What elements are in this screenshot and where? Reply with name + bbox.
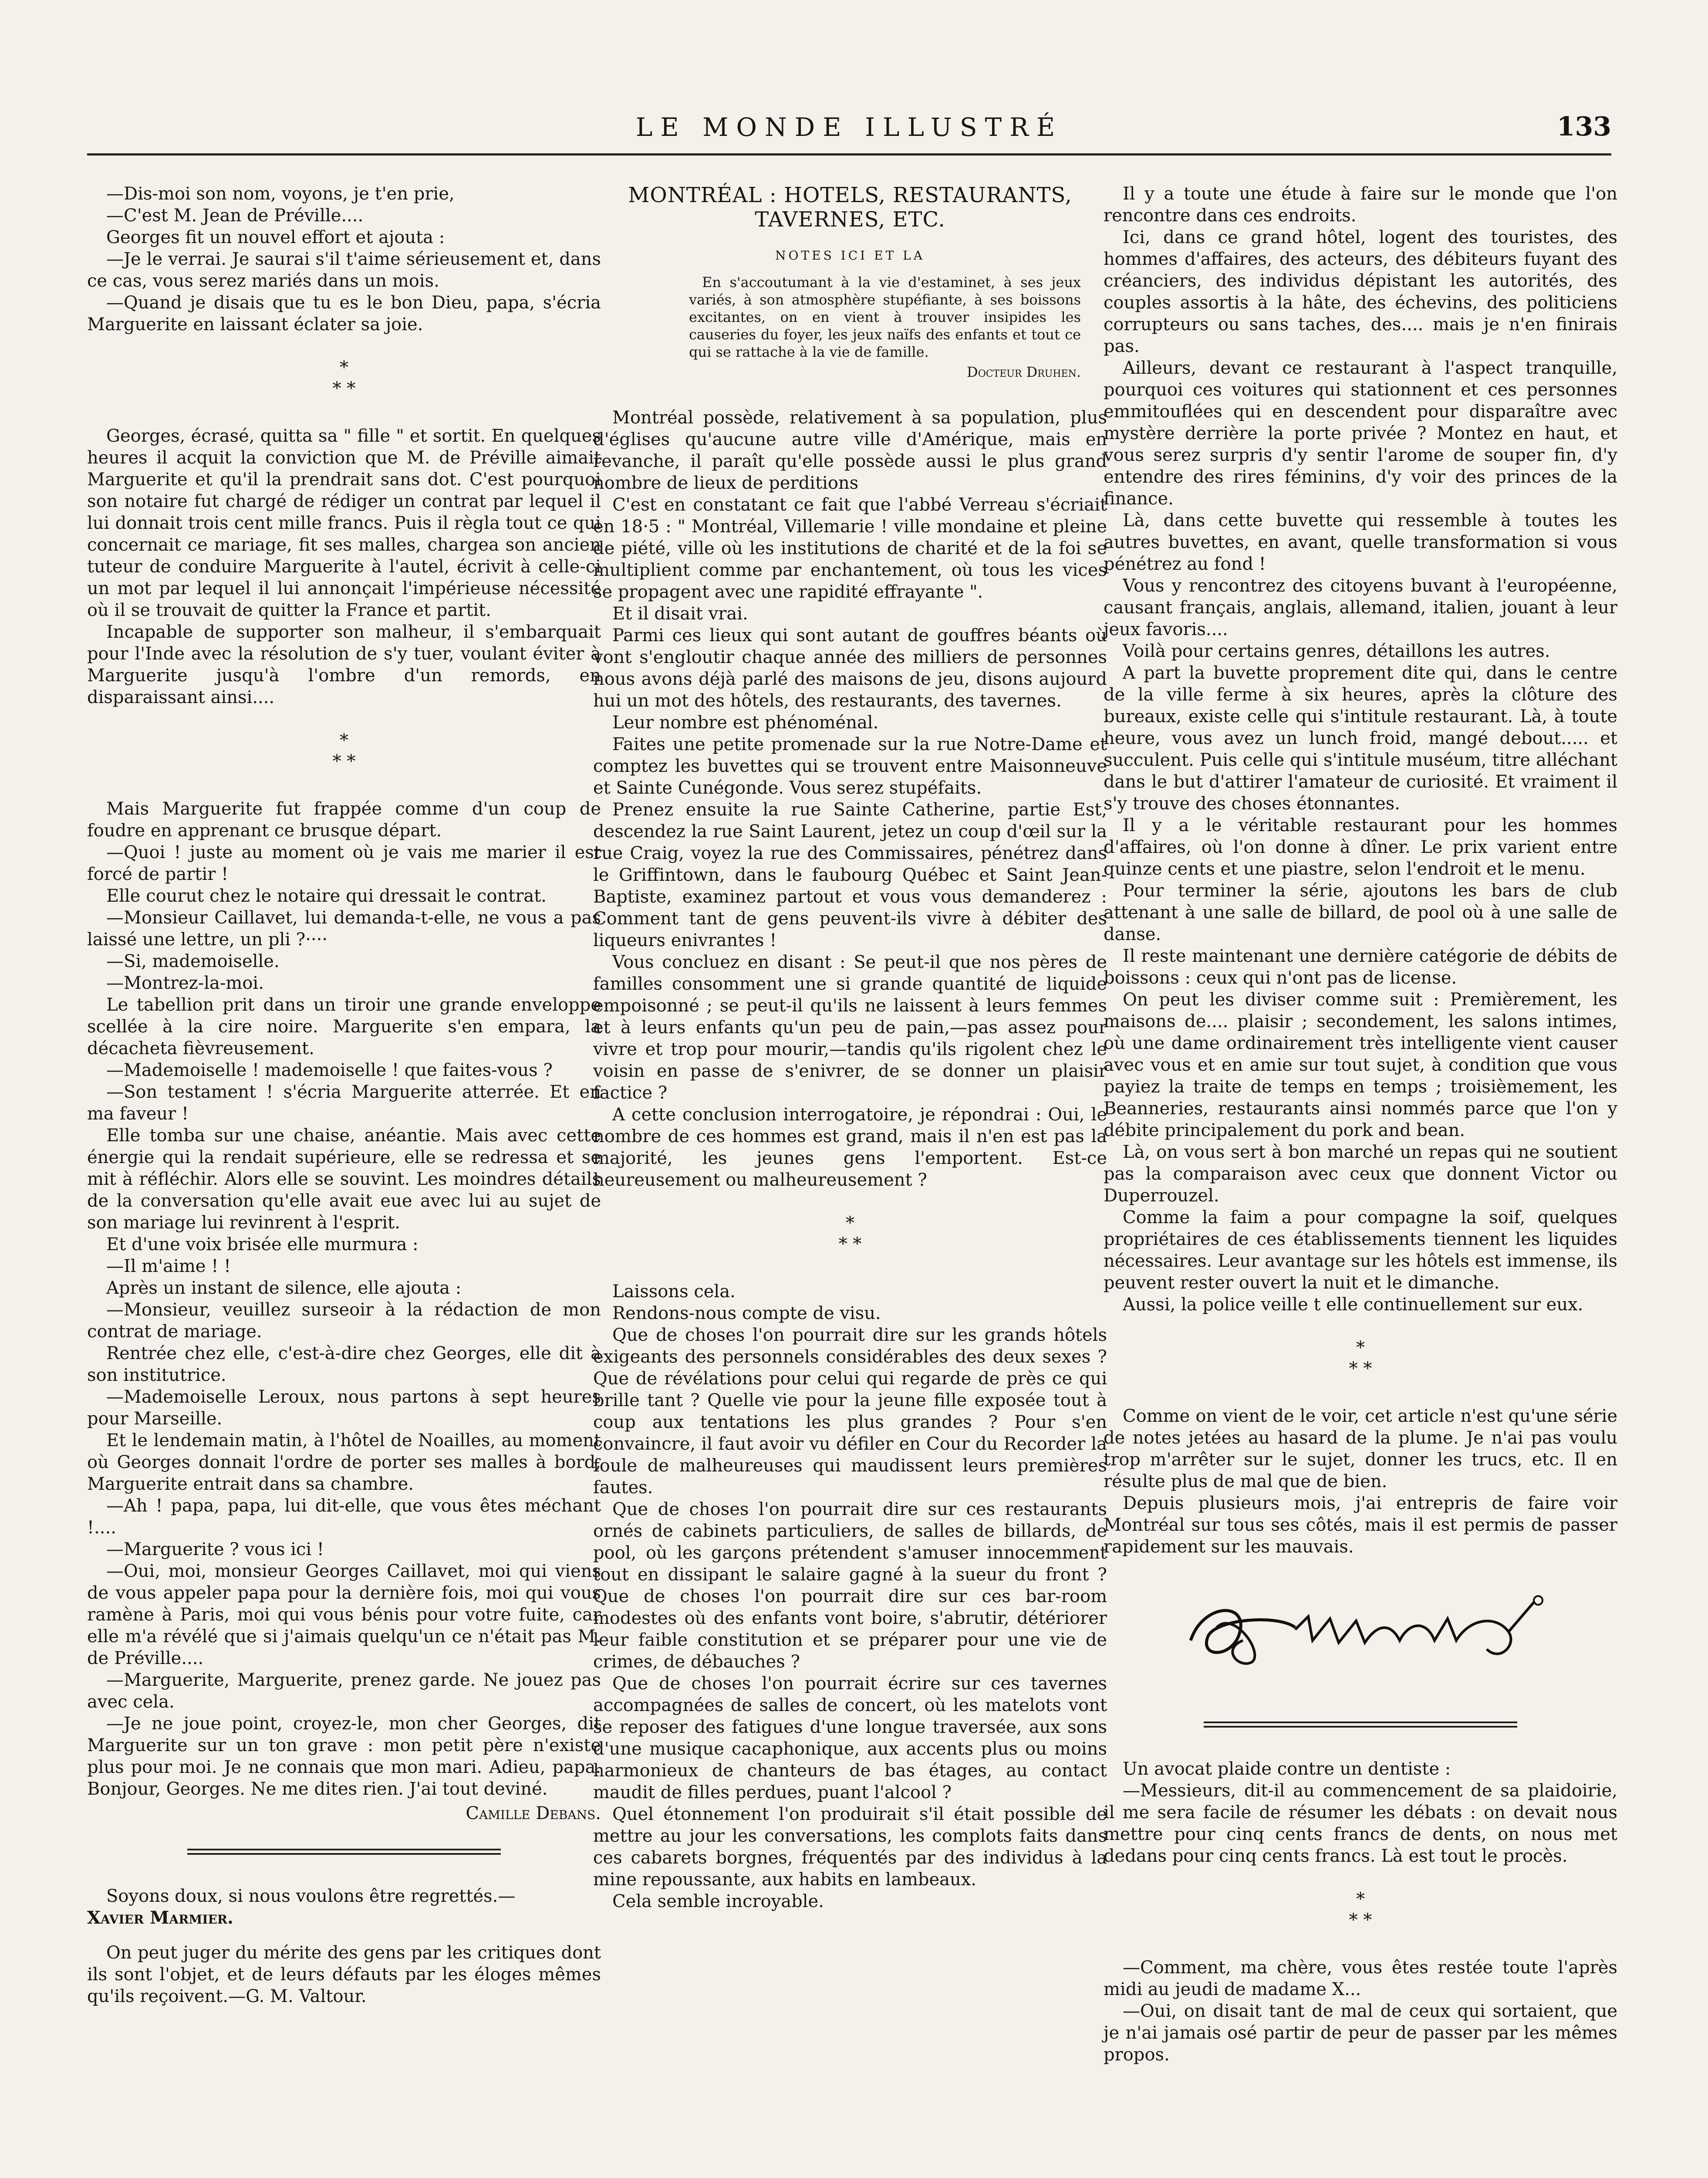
paragraph: Elle courut chez le notaire qui dressait le contrat. — [106, 886, 547, 906]
paragraph: —Son testament ! s'écria Marguerite atterrée. Et en ma faveur ! — [87, 1082, 601, 1124]
paragraph: Depuis plusieurs mois, j'ai entrepris de faire voir Montréal sur tous ses côtés, mais il est permis de passer rapidement sur les mauvais. — [1104, 1493, 1617, 1557]
anecdote-jeudi — [1104, 1957, 1617, 2066]
paragraph: Quel étonnement l'on produirait s'il était possible de mettre au jour les conversations, les complots faits dans ces cabarets borgnes, fréquentés par des individus à la mine repoussante, aux habits en lambeaux. — [593, 1804, 1107, 1890]
paragraph: —Marguerite ? vous ici ! — [106, 1539, 324, 1559]
page-number: 133 — [1556, 112, 1611, 142]
paragraph: Et d'une voix brisée elle murmura : — [106, 1234, 419, 1255]
signature-flourish — [1165, 1575, 1556, 1688]
paragraph: —Je ne joue point, croyez-le, mon cher Georges, dit Marguerite sur un ton grave : mon petit père n'existe plus pour moi. Je ne connais que mon mari. Adieu, papa. Bonjour, Georges. Ne me dites rien. J'ai tout deviné. — [87, 1714, 601, 1799]
paragraph: Il y a toute une étude à faire sur le monde que l'on rencontre dans ces endroits. — [1104, 184, 1617, 226]
article-continued-b — [1104, 1405, 1617, 1558]
paragraph: Que de choses l'on pourrait dire sur les grands hôtels exigeants des personnels considérables des deux sexes ? Que de révélations pour celui qui regarde de près ce qui brille tant ? Quelle vie pour la jeune fille exposée tout à coup aux tentations les plus grandes ? Pour s'en convaincre, il faut avoir vu défiler en Cour du Recorder la foule de malheureuses qui maudissent leurs premières fautes. — [593, 1325, 1107, 1498]
paragraph: —Mademoiselle Leroux, nous partons à sept heures pour Marseille. — [87, 1387, 601, 1429]
paragraph: —Dis-moi son nom, voyons, je t'en prie, — [106, 184, 455, 204]
section-stars: * * * — [1349, 1338, 1372, 1379]
paragraph: Comme la faim a pour compagne la soif, quelques propriétaires de ces établissements tiennent les liquides nécessaires. Leur avantage sur les hôtels est immense, ils peuvent rester ouvert la nuit et le dimanche. — [1104, 1207, 1617, 1293]
paragraph: —Quand je disais que tu es le bon Dieu, papa, s'écria Marguerite en laissant éclater sa joie. — [87, 293, 601, 335]
article-body-a — [593, 407, 1107, 1191]
quote-valtour: On peut juger du mérite des gens par les critiques dont ils sont l'objet, et de leurs défauts par les éloges mêmes qu'ils reçoivent.—G. M. Valtour. — [87, 1943, 601, 2006]
epigraph — [689, 274, 1081, 381]
paragraph: Un avocat plaide contre un dentiste : — [1123, 1759, 1451, 1779]
section-stars: * * * — [838, 1213, 862, 1254]
story-part-b — [87, 425, 601, 708]
paragraph: —Monsieur, veuillez surseoir à la rédaction de mon contrat de mariage. — [87, 1300, 601, 1342]
paragraph: Mais Marguerite fut frappée comme d'un coup de foudre en apprenant ce brusque départ. — [87, 799, 601, 841]
epigraph-author: Docteur Druhen. — [967, 364, 1081, 380]
paragraph: Elle tomba sur une chaise, anéantie. Mais avec cette énergie qui la rendait supérieure, elle se redressa et se mit à réfléchir. Alors elle se souvint. Les moindres détails de la conversation qu'elle avait eue avec lui au sujet de son mariage lui revinrent à l'esprit. — [87, 1126, 601, 1233]
paragraph: Faites une petite promenade sur la rue Notre-Dame et comptez les buvettes qui se trouvent entre Maisonneuve et Sainte Cunégonde. Vous serez stupéfaits. — [593, 734, 1107, 798]
epigraph-text: En s'accoutumant à la vie d'estaminet, à ses jeux variés, à son atmosphère stupéfiante, à ses boissons excitantes, on en vient à trouver insipides les causeries du foyer, les jeux naïfs des enfants et tout ce qui se rattache à la vie de famille. — [689, 274, 1081, 360]
header-rule — [87, 153, 1611, 156]
paragraph: Que de choses l'on pourrait écrire sur ces tavernes accompagnées de salles de concert, où les matelots vont se reposer des fatigues d'une longue traversée, aux sons d'une musique cacaphonique, aux accents plus ou moins harmonieux de chanteurs de bas étages, au contact maudit de filles perdues, puant l'alcool ? — [593, 1674, 1107, 1803]
column-3 — [1104, 183, 1617, 2066]
paragraph: —C'est M. Jean de Préville.... — [106, 206, 364, 226]
paragraph: Là, dans cette buvette qui ressemble à toutes les autres buvettes, en avant, quelle transformation si vous pénétrez au fond ! — [1104, 511, 1617, 574]
column-1 — [87, 183, 601, 2007]
quote-marmier: Soyons doux, si nous voulons être regrettés.— Xavier Marmier. — [87, 1886, 516, 1928]
paragraph: —Il m'aime ! ! — [106, 1256, 231, 1276]
paragraph: Georges fit un nouvel effort et ajouta : — [106, 227, 445, 247]
section-stars: * * * — [332, 731, 356, 771]
paragraph: Vous concluez en disant : Se peut-il que nos pères de familles consomment une si grande quantité de liquide empoisonné ; se peut-il qu'ils ne laissent à leurs femmes et à leurs enfants qu'un peu de pain,—pas assez pour vivre et trop pour mourir,—tandis qu'ils rigolent chez le voisin en passe de s'enivrer, de se donner un plaisir factice ? — [593, 952, 1107, 1103]
section-divider — [1204, 1721, 1517, 1728]
paragraph: —Monsieur Caillavet, lui demanda-t-elle, ne vous a pas laissé une lettre, un pli ?···· — [87, 908, 601, 950]
paragraph: Laissons cela. — [612, 1282, 736, 1302]
paragraph: —Ah ! papa, papa, lui dit-elle, que vous êtes méchant !.... — [87, 1496, 601, 1538]
paragraph: Leur nombre est phénoménal. — [612, 713, 879, 733]
paragraph: Rendons-nous compte de visu. — [612, 1303, 881, 1323]
paragraph: —Oui, moi, monsieur Georges Caillavet, moi qui viens de vous appeler papa pour la dernière fois, moi qui vous ramène à Paris, moi qui vous bénis pour votre fuite, car elle m'a révélé que si j'aimais quelqu'un ce n'était pas M. de Préville.... — [87, 1561, 601, 1668]
paragraph: Ici, dans ce grand hôtel, logent des touristes, des hommes d'affaires, des acteurs, des débiteurs fuyant des créanciers, des individus dépistant les autorités, des couples assortis à la hâte, des échevins, des politiciens corrupteurs ou sans taches, des.... mais je n'en finirais pas. — [1104, 227, 1617, 356]
paragraph: Et le lendemain matin, à l'hôtel de Noailles, au moment où Georges donnait l'ordre de porter ses malles à bord, Marguerite entrait dans sa chambre. — [87, 1431, 601, 1494]
column-2 — [593, 183, 1107, 1912]
paragraph: —Je le verrai. Je saurai s'il t'aime sérieusement et, dans ce cas, vous serez mariés dans un mois. — [87, 249, 601, 291]
story-part-c — [87, 798, 601, 1800]
paragraph: Parmi ces lieux qui sont autant de gouffres béants où vont s'engloutir chaque année des milliers de personnes nous avons déjà parlé des maisons de jeu, disons aujourd hui un mot des hôtels, des restaurants, des tavernes. — [593, 626, 1107, 711]
paragraph: Le tabellion prit dans un tiroir une grande enveloppe scellée à la cire noire. Marguerite s'en empara, la décacheta fièvreusement. — [87, 995, 601, 1059]
paragraph: Pour terminer la série, ajoutons les bars de club attenant à une salle de billard, de pool où à une salle de danse. — [1104, 881, 1617, 944]
paragraph: Montréal possède, relativement à sa population, plus d'églises qu'aucune autre ville d'Amérique, mais en revanche, il paraît qu'elle possède aussi le plus grand nombre de lieux de perditions — [593, 408, 1107, 493]
notes-heading: NOTES ICI ET LA — [775, 248, 925, 263]
paragraph: Il y a le véritable restaurant pour les hommes d'affaires, où l'on donne à dîner. Le prix varient entre quinze cents et une piastre, selon l'endroit et le menu. — [1104, 815, 1617, 879]
paragraph: —Montrez-la-moi. — [106, 973, 264, 993]
paragraph: Là, on vous sert à bon marché un repas qui ne soutient pas la comparaison avec ceux que donnent Victor ou Duperrouzel. — [1104, 1142, 1617, 1206]
section-stars: * * * — [1349, 1889, 1372, 1930]
paragraph: —Messieurs, dit-il au commencement de sa plaidoirie, il me sera facile de résumer les débats : on devait nous mettre pour cinq cents francs de dents, on nous met dedans pour cinq cents francs. Là est tout le procès. — [1104, 1781, 1617, 1866]
paragraph: Prenez ensuite la rue Sainte Catherine, partie Est, descendez la rue Saint Laurent, jetez un coup d'œil sur la rue Craig, voyez la rue des Commissaires, pénétrez dans le Griffintown, dans le faubourg Québec et Saint Jean-Baptiste, examinez partout et vous vous demanderez : Comment tant de gens peuvent-ils vivre à débiter des liqueurs enivrantes ! — [593, 800, 1107, 950]
paragraph: Que de choses l'on pourrait dire sur ces restaurants ornés de cabinets particuliers, de salles de billards, de pool, où les garçons prétendent s'amuser innocemment tout en dissipant le salaire gagné à la sueur du front ? Que de choses l'on pourrait dire sur ces bar-room modestes où des enfants vont boire, s'abrutir, détériorer leur faible constitution et se préparer pour une vie de crimes, de débauches ? — [593, 1499, 1107, 1672]
article-continued-a — [1104, 183, 1617, 1316]
paragraph: Rentrée chez elle, c'est-à-dire chez Georges, elle dit à son institutrice. — [87, 1343, 601, 1385]
paragraph: A cette conclusion interrogatoire, je répondrai : Oui, le nombre de ces hommes est grand, mais il n'en est pas la majorité, les jeunes gens l'emportent. Est-ce heureusement ou malheureusement ? — [593, 1105, 1107, 1190]
paragraph: —Marguerite, Marguerite, prenez garde. Ne jouez pas avec cela. — [87, 1670, 601, 1712]
paragraph: —Oui, on disait tant de mal de ceux qui sortaient, que je n'ai jamais osé partir de peur de passer par les mêmes propos. — [1104, 2001, 1617, 2065]
paragraph: —Si, mademoiselle. — [106, 951, 280, 971]
paragraph: Voilà pour certains genres, détaillons les autres. — [1123, 641, 1550, 661]
article-body-b — [593, 1281, 1107, 1912]
page-header — [87, 112, 1611, 147]
paragraph: Et il disait vrai. — [612, 604, 748, 624]
paragraph: A part la buvette proprement dite qui, dans le centre de la ville ferme à six heures, après la clôture des bureaux, existe celle qui s'intitule restaurant. Là, à toute heure, vous avez un lunch froid, mangé debout..... et succulent. Puis celle qui s'intitule muséum, titre alléchant dans le but d'attirer l'amateur de curiosité. Et vraiment il s'y trouve des choses étonnantes. — [1104, 663, 1617, 814]
paragraph: Vous y rencontrez des citoyens buvant à l'européenne, causant français, anglais, allemand, italien, jouant à leur jeux favoris.... — [1104, 576, 1617, 639]
paragraph: Ailleurs, devant ce restaurant à l'aspect tranquille, pourquoi ces voitures qui stationnent et ces personnes emmitouflées qui en descendent pour disparaître avec mystère derrière la porte privée ? Montez en haut, et vous serez surpris d'y sentir l'arome de souper fin, d'y entendre des rires féminins, d'y voir des princes de la finance. — [1104, 358, 1617, 509]
article-title: MONTRÉAL : HOTELS, RESTAURANTS, TAVERNES, ETC. — [628, 183, 1072, 232]
paragraph: Il reste maintenant une dernière catégorie de débits de boissons : ceux qui n'ont pas de license. — [1104, 946, 1617, 988]
paragraph: Cela semble incroyable. — [612, 1891, 824, 1911]
paragraph: Comme on vient de le voir, cet article n'est qu'une série de notes jetées au hasard de la plume. Je n'ai pas voulu trop m'arrêter sur le sujet, donner les trucs, etc. Il en résulte plus de mal que de bien. — [1104, 1406, 1617, 1491]
masthead-title: LE MONDE ILLUSTRÉ — [635, 112, 1063, 142]
paragraph: Georges, écrasé, quitta sa " fille " et sortit. En quelques heures il acquit la conviction que M. de Préville aimait Marguerite et qu'il la prendrait sans dot. C'est pourquoi son notaire fut chargé de rédiger un contrat par lequel il lui donnait trois cent mille francs. Puis il règla tout ce qui concernait ce mariage, fit ses malles, chargea son ancien tuteur de conduire Marguerite à l'autel, écrivit à celle-ci un mot par lequel il lui annonçait l'impérieuse nécessité où il se trouvait de quitter la France et partit. — [87, 426, 601, 620]
anecdote-lawyer — [1104, 1758, 1617, 1867]
paragraph: —Mademoiselle ! mademoiselle ! que faites-vous ? — [106, 1060, 553, 1080]
paragraph: —Quoi ! juste au moment où je vais me marier il est forcé de partir ! — [87, 842, 601, 884]
story-part-a — [87, 183, 601, 335]
paragraph: Aussi, la police veille t elle continuellement sur eux. — [1123, 1295, 1583, 1315]
paragraph: C'est en constatant ce fait que l'abbé Verreau s'écriait en 18·5 : " Montréal, Villemarie ! ville mondaine et pleine de piété, ville où les institutions de charité et de la foi se multiplient comme par enchantement, où tous les vices se propagent avec une rapidité effrayante ". — [593, 495, 1107, 602]
section-divider — [187, 1849, 501, 1855]
section-stars: * * * — [332, 358, 356, 399]
story-author: Camille Debans. — [466, 1803, 601, 1823]
paragraph: Après un instant de silence, elle ajouta : — [106, 1278, 462, 1298]
paragraph: —Comment, ma chère, vous êtes restée toute l'après midi au jeudi de madame X... — [1104, 1958, 1617, 1999]
paragraph: On peut les diviser comme suit : Premièrement, les maisons de.... plaisir ; secondement, les salons intimes, où une dame ordinairement très intelligente vient causer avec vous et en amie sur tout sujet, à condition que vous payiez la traite de temps en temps ; troisièmement, les Beanneries, restaurants ainsi nommés parce que l'on y débite principalement du pork and bean. — [1104, 990, 1617, 1140]
author-signature — [1104, 1575, 1617, 1697]
paragraph: Incapable de supporter son malheur, il s'embarquait pour l'Inde avec la résolution de s'y tuer, voulant éviter à Marguerite jusqu'à l'ombre d'un remords, en disparaissant ainsi.... — [87, 622, 601, 707]
